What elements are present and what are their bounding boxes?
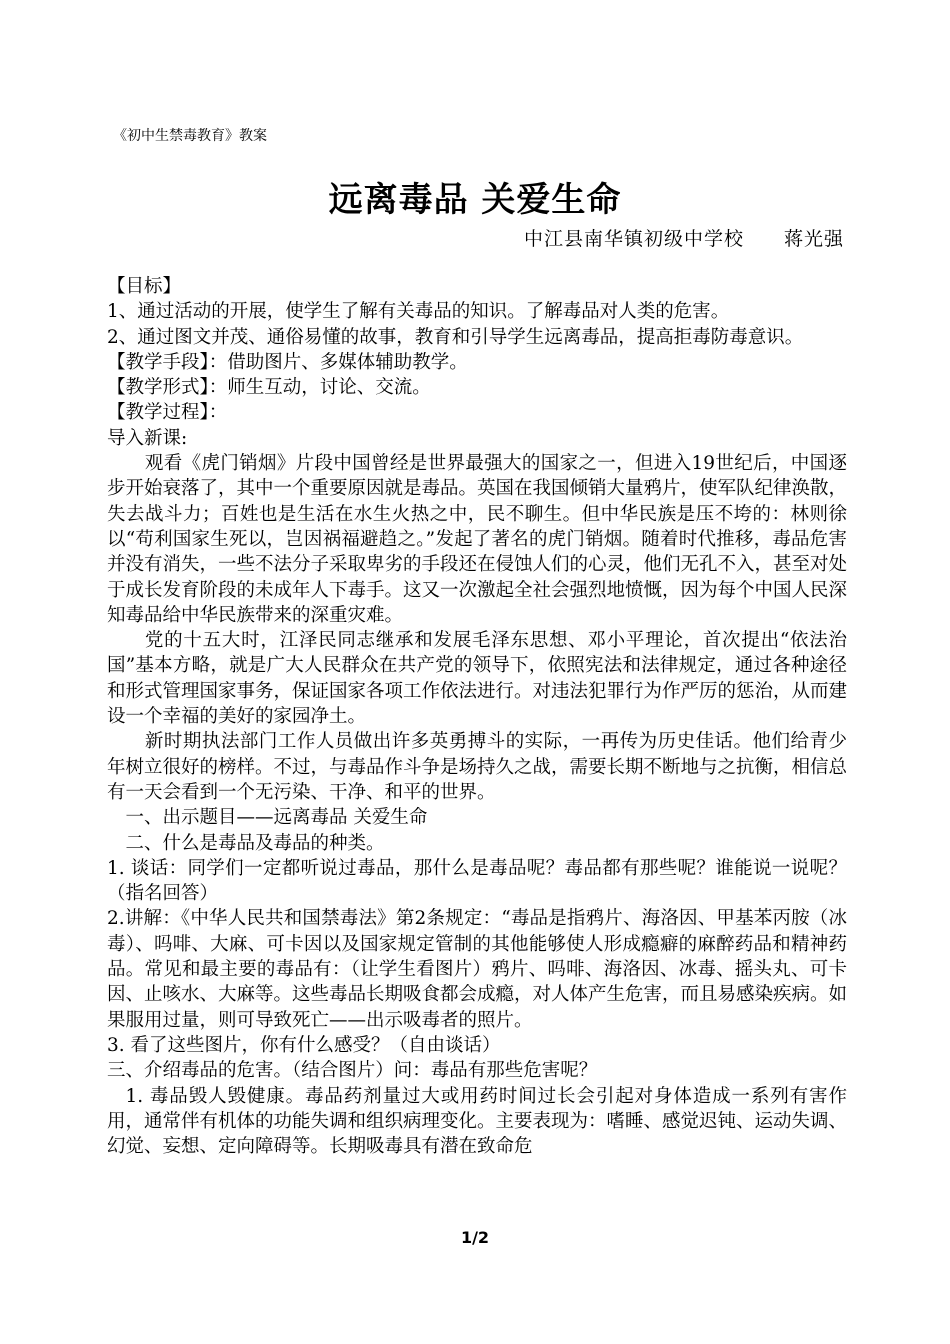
section-item-3: 三、介绍毒品的危害。（结合图片）问：毒品有那些危害呢？ bbox=[107, 1060, 598, 1082]
body-paragraph: 党的十五大时，江泽民同志继承和发展毛泽东思想、邓小平理论，首次提出“依法治国”基本方略，就是广大人民群众在共产党的领导下，依照宪法和法律规定，通过各种途径和形式管理国家事务，保证国家各项工作依法进行。对违法犯罪行为作严厉的惩治，从而建设一个幸福的美好的家园净土。 bbox=[107, 630, 848, 728]
page-number: 1/2 bbox=[460, 1228, 490, 1247]
document-title: 远离毒品 关爱生命 bbox=[328, 180, 622, 220]
body-paragraph: 观看《虎门销烟》片段中国曾经是世界最强大的国家之一，但进入19世纪后，中国逐步开始衰落了，其中一个重要原因就是毒品。英国在我国倾销大量鸦片，使军队纪律涣散，失去战斗力；百姓也是生活在水生火热之中，民不聊生。但中华民族是压不垮的：林则徐以“苟利国家生死以，岂因祸福避趋之。”发起了著名的虎门销烟。随着时代推移，毒品危害并没有消失，一些不法分子采取卑劣的手段还在侵蚀人们的心灵，他们无孔不入，甚至对处于成长发育阶段的未成年人下毒手。这又一次激起全社会强烈地愤慨，因为每个中国人民深知毒品给中华民族带来的深重灾难。 bbox=[107, 453, 848, 626]
body-paragraph: 1. 毒品毁人毁健康。毒品药剂量过大或用药时间过长会引起对身体造成一系列有害作用，通常伴有机体的功能失调和组织病理变化。主要表现为：嗜睡、感觉迟钝、运动失调、幻觉、妄想、定向障碍等。长期吸毒具有潜在致命危 bbox=[107, 1085, 848, 1158]
author-line bbox=[524, 224, 844, 251]
section-item-2: 二、什么是毒品及毒品的种类。 bbox=[125, 832, 385, 854]
section-heading-process: 【教学过程】： bbox=[107, 402, 228, 424]
list-item: 3. 看了这些图片，你有什么感受？（自由谈话） bbox=[107, 1034, 501, 1056]
header-note: 《初中生禁毒教育》教案 bbox=[113, 128, 267, 144]
section-heading-goals: 【目标】 bbox=[107, 276, 182, 297]
body-paragraph: 新时期执法部门工作人员做出许多英勇搏斗的实际，一再传为历史佳话。他们给青少年树立很好的榜样。不过，与毒品作斗争是场持久之战，需要长期不断地与之抗衡，相信总有一天会看到一个无污染、干净、和平的世界。 bbox=[107, 731, 848, 803]
intro-label: 导入新课: bbox=[107, 427, 188, 449]
teaching-form: 【教学形式】：师生互动，讨论、交流。 bbox=[107, 377, 431, 399]
school-name: 中江县南华镇初级中学校 bbox=[523, 228, 744, 250]
list-item: 2.讲解：《中华人民共和国禁毒法》第2条规定：“毒品是指鸦片、海洛因、甲基苯丙胺（冰毒）、吗啡、大麻、可卡因以及国家规定管制的其他能够使人形成瘾癖的麻醉药品和精神药品。常见和最主要的毒品有：（让学生看图片）鸦片、吗啡、海洛因、冰毒、摇头丸、可卡因、止咳水、大麻等。这些毒品长期吸食都会成瘾，对人体产生危害，而且易感染疾病。如果服用过量，则可导致死亡——出示吸毒者的照片。 bbox=[107, 908, 848, 1031]
teaching-means: 【教学手段】：借助图片、多媒体辅助教学。 bbox=[107, 351, 468, 373]
document-body bbox=[107, 274, 847, 1159]
list-item: 1. 谈话：同学们一定都听说过毒品，那什么是毒品呢？毒品都有那些呢？谁能说一说呢？（指名回答） bbox=[107, 857, 847, 905]
goal-item-2: 2、通过图文并茂、通俗易懂的故事，教育和引导学生远离毒品，提高拒毒防毒意识。 bbox=[107, 326, 804, 348]
goal-item-1: 1、通过活动的开展，使学生了解有关毒品的知识。了解毒品对人类的危害。 bbox=[107, 301, 730, 323]
section-item-1: 一、出示题目——远离毒品 关爱生命 bbox=[125, 807, 428, 829]
author-name: 蒋光强 bbox=[783, 228, 844, 250]
